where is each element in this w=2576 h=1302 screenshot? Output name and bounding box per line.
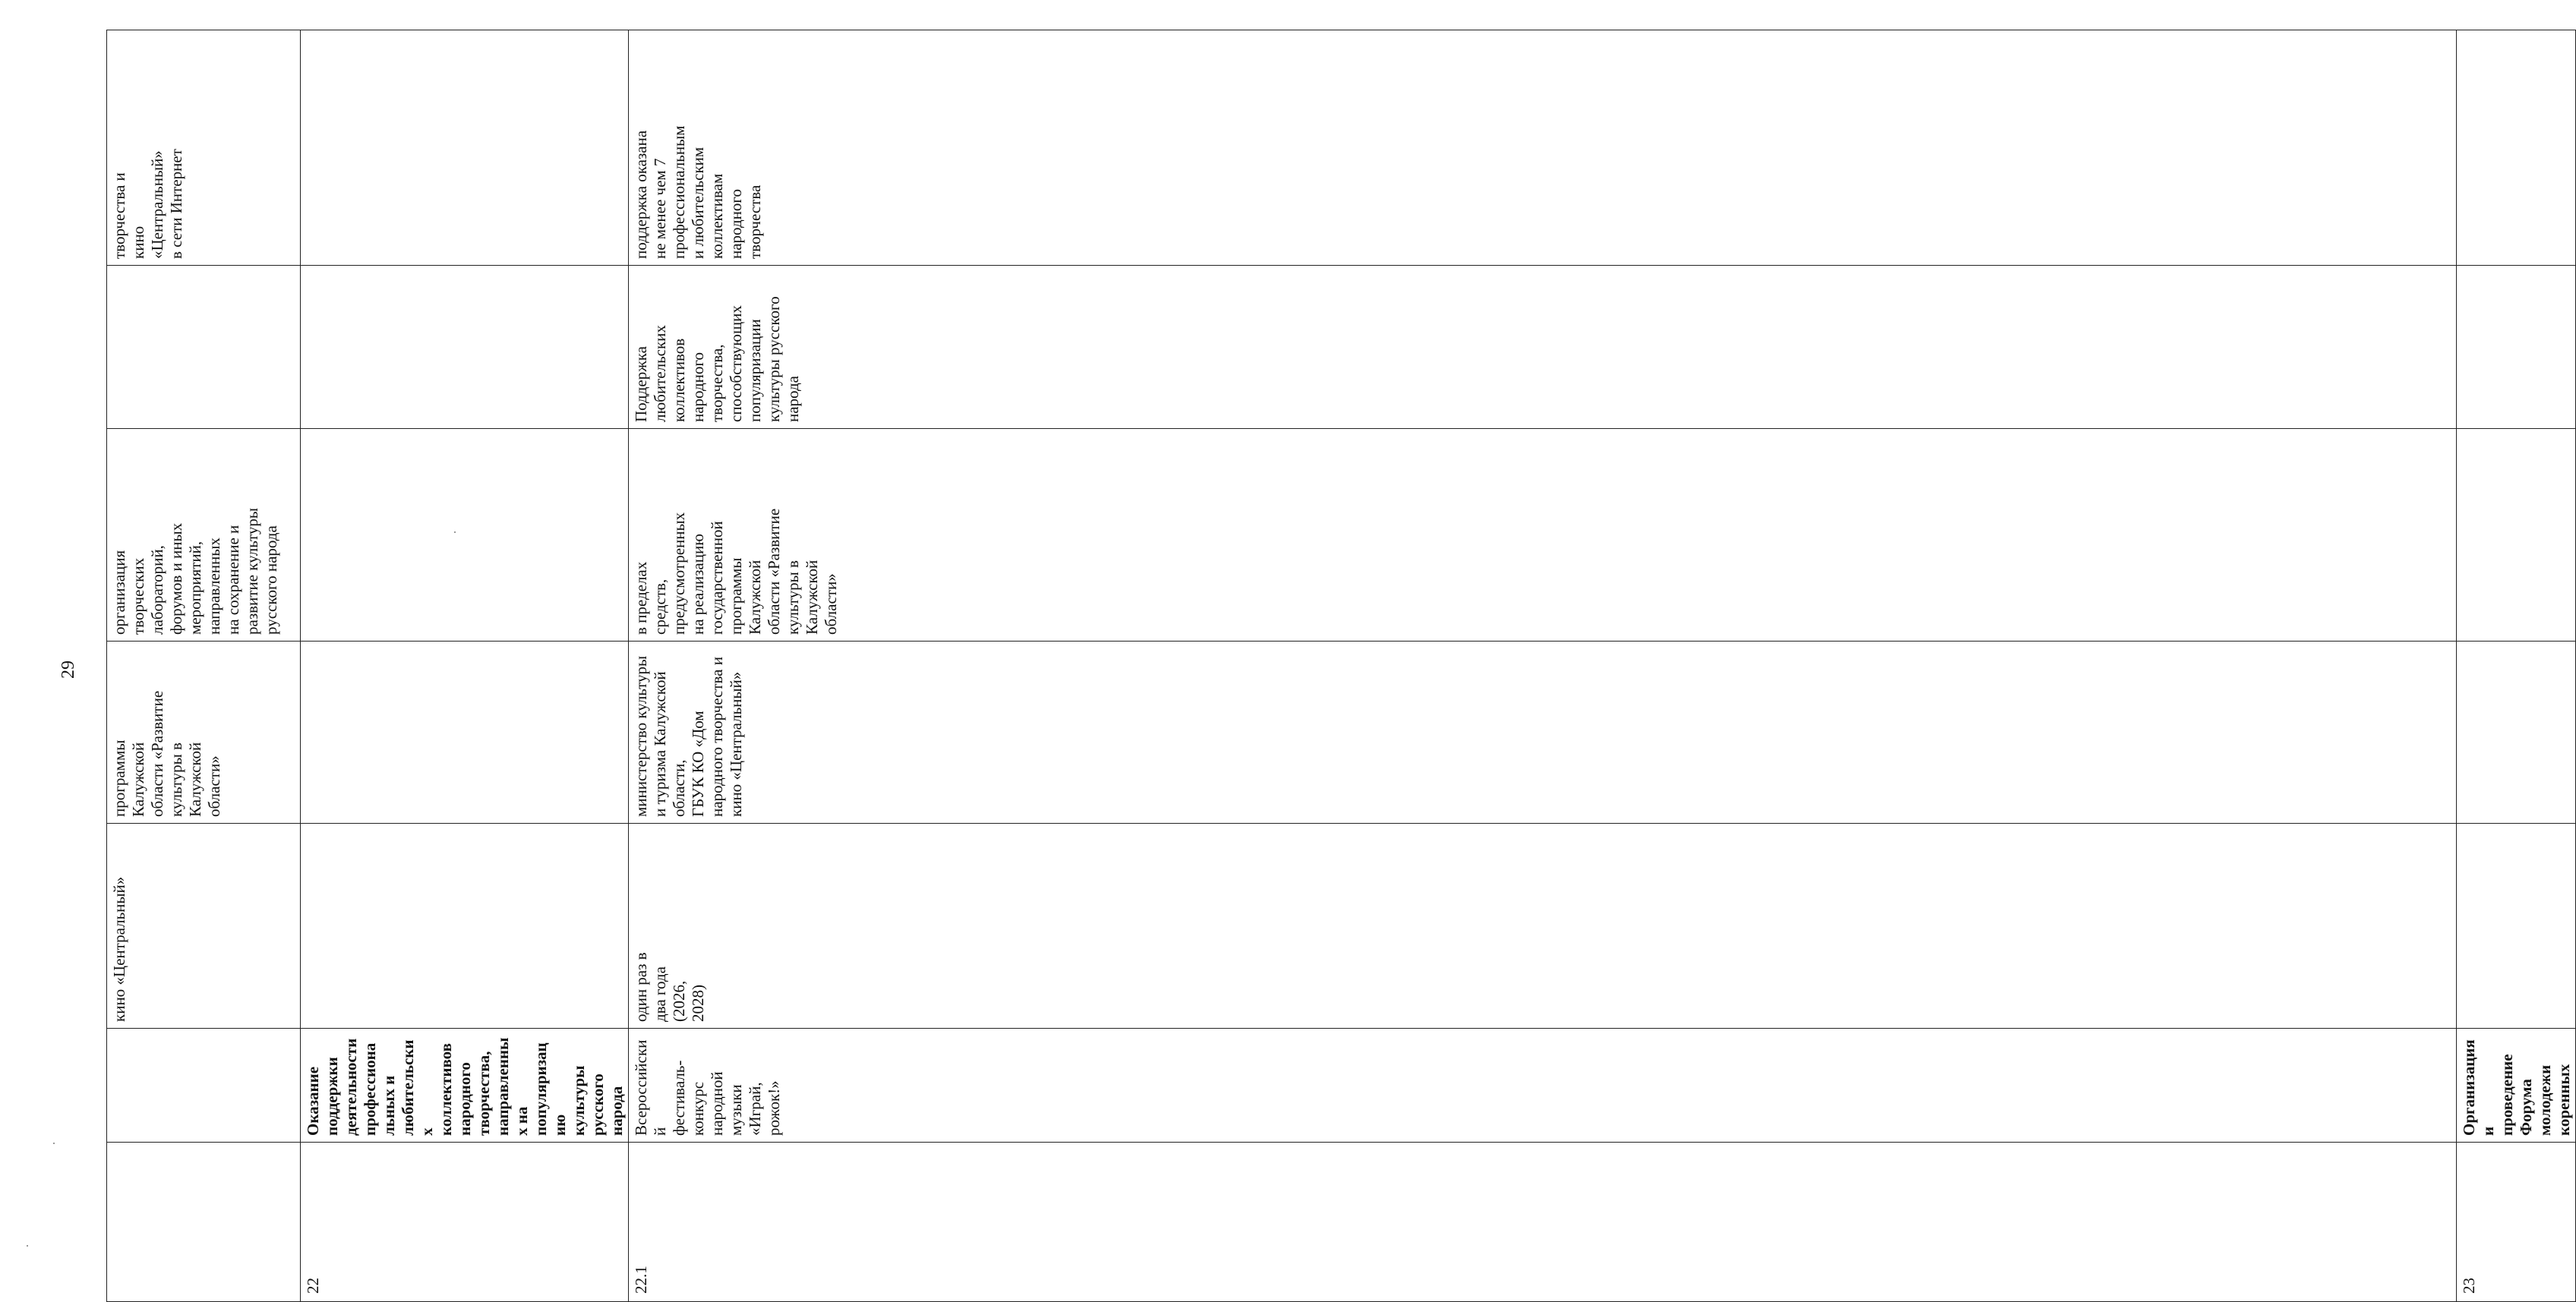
text-line: «Играй, рожок!» [746, 1080, 783, 1136]
text-line: народной музыки [708, 1071, 745, 1136]
row-period-cell [107, 1029, 301, 1143]
row-financing-cell [107, 642, 301, 824]
text-line: Организация и [2460, 1039, 2497, 1136]
text-line: культуры русского [765, 296, 783, 422]
text-line: народного творчества и [708, 657, 726, 817]
text-line: поддержка оказана [632, 130, 650, 259]
text-line: направленных [205, 538, 223, 635]
text-line: программы [110, 739, 128, 817]
text-line: деятельности [342, 1038, 360, 1136]
text-line: и туризма Калужской [651, 671, 669, 817]
text-line: культуры в [167, 742, 185, 817]
row-number-cell: 22.1 [629, 1143, 2457, 1302]
text-line: народного [689, 352, 707, 422]
text-line: «Центральный» [148, 150, 166, 259]
text-line: министерство культуры [632, 655, 650, 817]
row-result-cell [2457, 30, 2576, 266]
text-line: области «Развитие [148, 690, 166, 817]
text-line: области «Развитие [765, 508, 783, 635]
text-line: средств, [651, 578, 669, 635]
text-line: 2028) [689, 985, 707, 1022]
row-name-cell [107, 1143, 301, 1302]
text-line: Оказание поддержки [304, 1057, 341, 1136]
row-financing-cell [301, 429, 629, 642]
text-line: творчества [746, 184, 764, 259]
text-line: популяризации [746, 319, 764, 422]
text-line: предусмотренных [670, 512, 688, 635]
row-number-cell: 23 [2457, 1143, 2576, 1302]
text-line: один раз в [632, 952, 650, 1022]
text-line: (2026, [670, 980, 688, 1022]
plan-table [106, 30, 2576, 1302]
scan-speck [53, 1143, 55, 1144]
table-row [629, 30, 2457, 1302]
text-line: лабораторий, [148, 545, 166, 635]
row-financing-cell [629, 429, 2457, 642]
row-result-cell [301, 30, 629, 266]
row-result-cell [629, 30, 2457, 266]
text-line: Калужской [746, 560, 764, 635]
text-line: фестиваль-конкурс [670, 1060, 707, 1136]
row-executor-cell: кино «Центральный» [107, 824, 301, 1029]
row-financing-cell [2457, 429, 2576, 642]
text-line: Калужской [129, 742, 147, 817]
text-line: профессиональных и [361, 1042, 398, 1136]
text-line: форумов и иных [167, 522, 185, 635]
text-line: популяризацию [532, 1042, 569, 1136]
text-line: государственной [708, 521, 726, 635]
row-period-cell [2457, 824, 2576, 1029]
text-line: Калужской [186, 742, 204, 817]
text-line: народного [727, 189, 745, 259]
text-line: в пределах [632, 561, 650, 635]
text-line: два года [651, 966, 669, 1022]
text-line: развитие культуры [243, 507, 261, 635]
text-line: коллективам [708, 173, 726, 259]
row-executor-cell [629, 642, 2457, 824]
row-content-cell [301, 266, 629, 429]
row-content-cell [629, 266, 2457, 429]
text-line: программы [727, 557, 745, 635]
text-line: Поддержка [632, 346, 650, 422]
text-line: творческих [129, 557, 147, 635]
text-line: не менее чем 7 [651, 158, 669, 259]
row-name-cell [2457, 1029, 2576, 1143]
text-line: области, [670, 759, 688, 817]
text-line: на сохранение и [224, 525, 242, 635]
row-name-cell [629, 1029, 2457, 1143]
text-line: любительских [399, 1039, 436, 1136]
text-line: коллективов народного [437, 1043, 474, 1136]
text-line: организация [110, 550, 128, 635]
text-line: культуры в [784, 560, 802, 635]
text-line: профессиональным [670, 125, 688, 259]
text-line: любительских [651, 325, 669, 422]
text-line: области» [822, 573, 840, 635]
row-report-cell [107, 30, 301, 266]
row-content-cell [2457, 266, 2576, 429]
text-line: русского народа [262, 525, 280, 635]
text-line: Всероссийский [632, 1039, 669, 1136]
text-line: кино [129, 225, 147, 259]
text-line: народа [608, 1086, 626, 1136]
table-row [301, 30, 629, 1302]
row-executor-cell [2457, 642, 2576, 824]
text-line: проведение Форума [2498, 1054, 2535, 1136]
text-line: способствующих [727, 305, 745, 422]
page-number: 29 [58, 660, 78, 679]
row-period-cell [301, 824, 629, 1029]
text-line: творчества, [475, 1051, 493, 1136]
text-line: кино «Центральный» [727, 671, 745, 817]
text-line: Калужской [803, 560, 821, 635]
text-line: молодежи коренных [2536, 1064, 2573, 1136]
text-line: на реализацию [689, 534, 707, 635]
scan-speck [454, 531, 456, 533]
text-line: творчества и [110, 172, 128, 259]
text-line: ГБУК КО «Дом [689, 711, 707, 817]
row-name-cell [301, 1029, 629, 1143]
row-period-cell [629, 824, 2457, 1029]
text-line: и любительским [689, 147, 707, 259]
text-line: культуры русского [570, 1065, 607, 1136]
text-line: области» [205, 755, 223, 817]
text-line: мероприятий, [186, 541, 204, 635]
row-number-cell: 22 [301, 1143, 629, 1302]
table-row [107, 30, 301, 1302]
row-executor-cell [301, 642, 629, 824]
text-line: творчества, [708, 344, 726, 422]
text-line: коллективов [670, 338, 688, 422]
text-line: народа [784, 376, 802, 422]
scan-speck [27, 1245, 28, 1247]
rotated-page [106, 30, 2573, 1302]
text-line: направленных на [494, 1037, 531, 1136]
table-row [2457, 30, 2576, 1302]
text-line: в сети Интернет [167, 149, 185, 259]
row-content-cell [107, 429, 301, 642]
row-result-cell [107, 266, 301, 429]
